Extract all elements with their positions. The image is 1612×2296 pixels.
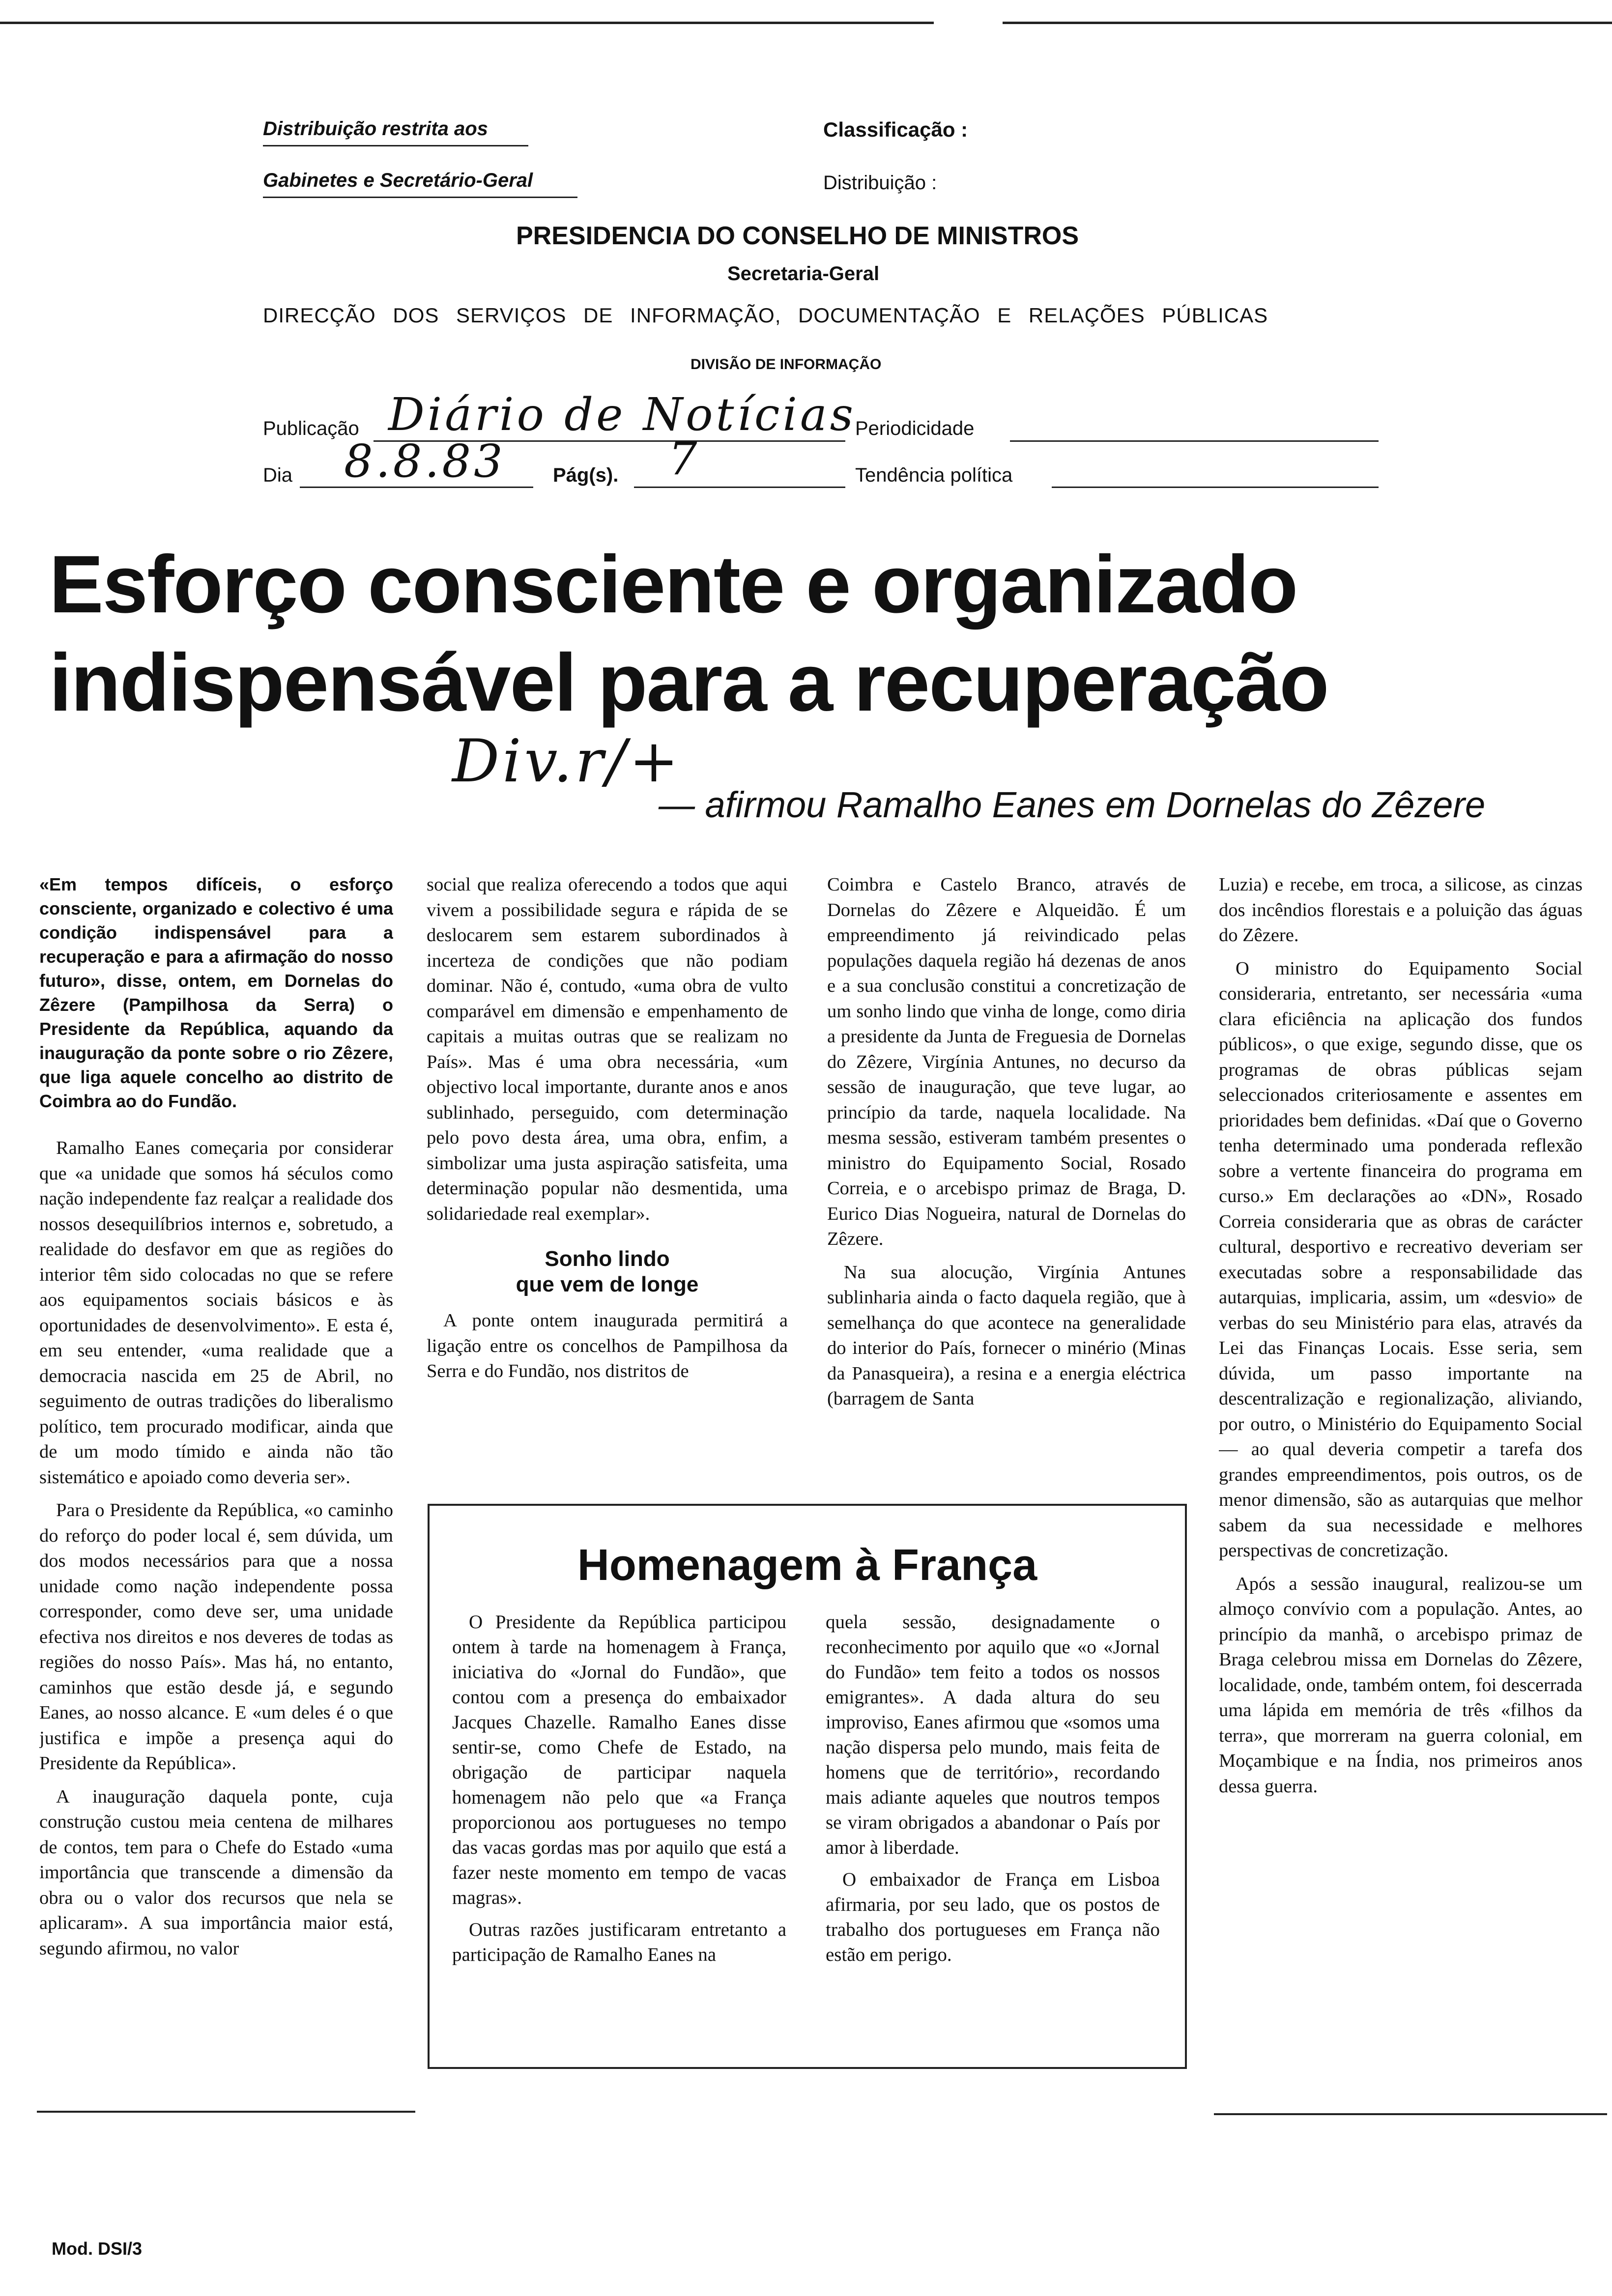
headline-line-2: indispensável para a recuperação: [49, 637, 1328, 728]
pages-handwritten: 7: [668, 432, 700, 485]
distribution-label: Distribuição :: [823, 172, 937, 194]
distribution-restricted: Distribuição restrita aos: [263, 118, 488, 140]
subheading-line-1: Sonho lindo: [545, 1247, 670, 1271]
column-1-paragraph-3: A inauguração daquela ponte, cuja construção custou meia centena de milhares de contos, tem para o Chefe do Estado «uma importância que transcende a dimensão da obra ou o valor dos recursos que nela se aplicaram». A sua importância maior está, segundo afirmou, no valor: [39, 1786, 393, 1959]
box-title: Homenagem à França: [577, 1541, 1037, 1590]
form-code: Mod. DSI/3: [52, 2239, 143, 2259]
tendency-line: [1052, 487, 1379, 488]
column-4-paragraph-3: Após a sessão inaugural, realizou-se um almoço convívio com a população. Antes, ao princípio da manhã, o arcebispo primaz de Braga celebrou missa em Dornelas do Zêzere, localidade, onde, também ontem, foi descerrada uma lápida em memória de três «filhos da terra», que morreram na guerra colonial, em Moçambique e na Índia, nos primeiros anos dessa guerra.: [1219, 1573, 1583, 1797]
column-4-paragraph-1: Luzia) e recebe, em troca, a silicose, as cinzas dos incêndios florestais e a poluição das águas do Zêzere.: [1219, 874, 1583, 946]
column-1-paragraph-2: Para o Presidente da República, «o caminho do reforço do poder local é, sem dúvida, um dos modos necessários para que a nossa unidade como nação independente possa corresponder, como deve ser, uma unidade efectiva nos direitos e nos deveres de todas as regiões do nosso País». Mas há, no entanto, caminhos que estão desde já, e segundo Eanes, ao nosso alcance. E «um deles é o que justifica e impõe a presença aqui do Presidente da República».: [39, 1500, 393, 1774]
directorate: DIRECÇÃO DOS SERVIÇOS DE INFORMAÇÃO, DOCUMENTAÇÃO E RELAÇÕES PÚBLICAS: [263, 304, 1268, 327]
classification-label: Classificação :: [823, 118, 968, 141]
column-3-paragraph-1: Coimbra e Castelo Branco, através de Dornelas do Zêzere e Alqueidão. É um empreendimento já reivindicado pelas populações daquela região há dezenas de anos e a sua conclusão constitui a concretização de um sonho lindo que vinha de longe, como diria a presidente da Junta de Freguesia de Dornelas do Zêzere, Virgínia Antunes, no decurso da sessão de inauguração, que teve lugar, ao princípio da tarde, naquela localidade. Na mesma sessão, estiveram também presentes o ministro do Equipamento Social, Rosado Correia, e o arcebispo primaz de Braga, D. Eurico Dias Nogueira, natural de Dornelas do Zêzere.: [827, 874, 1186, 1249]
column-1-paragraph-1: Ramalho Eanes começaria por considerar que «a unidade que somos há séculos como nação independente faz realçar a realidade dos nossos desequilíbrios internos e, sobretudo, a realidade do desfavor em que as regiões do interior têm sido colocadas no que se refere aos equipamentos sociais básicos e às oportunidades de desenvolvimento». E esta é, em seu entender, «uma realidade que a democracia nascida em 25 de Abril, no seguimento de outras tradições do liberalismo político, tem procurado modificar, ainda que de um modo tímido e ainda não tão sistemático e apoiado como deveria ser».: [39, 1138, 393, 1488]
periodicity-line: [1010, 440, 1379, 442]
recipients-underline: [263, 197, 577, 198]
pages-line: [634, 487, 845, 488]
subheadline: — afirmou Ramalho Eanes em Dornelas do Zêzere: [659, 784, 1486, 825]
box-column-1-paragraph-1: O Presidente da República participou ontem à tarde na homenagem à França, iniciativa do «Jornal do Fundão», que contou com a presença do embaixador Jacques Chazelle. Ramalho Eanes disse sentir-se, como Chefe de Estado, na obrigação de participar naquela homenagem não pelo que «a França proporcionou aos portugueses no tempo das vacas gordas mas por aquilo que está a fazer neste momento em tempo de vacas magras».: [452, 1611, 786, 1908]
box-column-2-paragraph-2: O embaixador de França em Lisboa afirmaria, por seu lado, que os postos de trabalho dos portugueses em França não estão em perigo.: [826, 1869, 1160, 1965]
article-column-1: [39, 872, 393, 2150]
publication-handwritten: Diário de Notícias: [388, 388, 856, 441]
top-rule: [0, 22, 934, 24]
column-2-paragraph-2: A ponte ontem inaugurada permitirá a ligação entre os concelhos de Pampilhosa da Serra e do Fundão, nos distritos de: [427, 1310, 788, 1381]
distribution-recipients: Gabinetes e Secretário-Geral: [263, 170, 533, 191]
org-title: PRESIDENCIA DO CONSELHO DE MINISTROS: [516, 222, 1079, 250]
column-4-paragraph-2: O ministro do Equipamento Social consideraria, entretanto, ser necessária «uma clara eficiência na aplicação dos fundos públicos», o que exige, segundo disse, que os programas de obras públicas sejam seleccionados criteriosamente e assentes em prioridades bem definidas. «Daí que o Governo tenha determinado uma ponderada reflexão sobre a vertente financeira do programa em curso.» Em declarações ao «DN», Rosado Correia consideraria que as obras de carácter cultural, desportivo e recreativo deveriam ser executadas sobre a responsabilidade das autarquias, implicaria, assim, um «desvio» de verbas do seu Ministério para elas, através da Lei das Finanças Locais. Esse seria, sem dúvida, um passo importante na descentralização e regionalização, aliviando, por outro, o Ministério do Equipamento Social — ao qual deveria competir a tarefa dos grandes empreendimentos, pois outros, os de menor dimensão, são as autarquias que melhor sabem da sua necessidade e melhores perspectivas de concretização.: [1219, 958, 1583, 1561]
tendency-label: Tendência política: [855, 464, 1013, 486]
article-column-3: [827, 872, 1186, 1452]
box-column-1: [452, 1609, 786, 2062]
handwritten-division-note: Div.r/+: [452, 727, 682, 796]
subheading-line-2: que vem de longe: [516, 1272, 699, 1296]
box-column-1-paragraph-2: Outras razões justificaram entretanto a participação de Ramalho Eanes na: [452, 1919, 786, 1965]
box-column-2: [826, 1609, 1160, 2062]
day-handwritten: 8.8.83: [344, 435, 506, 488]
pages-label: Pág(s).: [553, 464, 619, 486]
day-label: Dia: [263, 464, 293, 486]
subheading: [427, 1246, 788, 1297]
article-column-2: [427, 872, 788, 1452]
box-column-2-paragraph-1: quela sessão, designadamente o reconhecimento por aquilo que «o «Jornal do Fundão» tem feito a todos os nossos emigrantes». A dada altura do seu improviso, Eanes afirmou que «somos uma nação dispersa pelo mundo, mais feita de homens que de território», recordando mais adiante aqueles que noutros tempos se viram obrigados a abandonar o País por amor à liberdade.: [826, 1611, 1160, 1858]
column-3-paragraph-2: Na sua alocução, Virgínia Antunes sublinharia ainda o facto daquela região, que à semelhança do que acontece na generalidade do interior do País, fornecer o minério (Minas da Panasqueira), a resina e a energia eléctrica (barragem de Santa: [827, 1262, 1186, 1409]
division: DIVISÃO DE INFORMAÇÃO: [691, 356, 882, 373]
article-column-4: [1219, 872, 1583, 2081]
bottom-rule-right: [1214, 2113, 1607, 2115]
distribution-underline: [263, 145, 528, 146]
org-subtitle: Secretaria-Geral: [727, 263, 880, 285]
column-2-paragraph-1: social que realiza oferecendo a todos que aqui vivem a possibilidade segura e rápida de se deslocarem sem estarem subordinados à incerteza de condições que não podiam dominar. Não é, contudo, «uma obra de vulto comparável em dimensão e empenhamento de capitais a muitas outras que se realizam no País». Mas é uma obra necessária, «um objectivo local importante, durante anos e anos sublinhado, perseguido, com determinação pelo povo desta área, uma obra, enfim, a simbolizar uma justa aspiração satisfeita, uma determinação popular não desmentida, uma solidariedade real exemplar».: [427, 874, 788, 1224]
bottom-rule-left: [37, 2111, 415, 2113]
top-rule-right: [1003, 22, 1612, 24]
periodicity-label: Periodicidade: [855, 418, 975, 439]
headline-line-1: Esforço consciente e organizado: [49, 539, 1297, 630]
article-lead: «Em tempos difíceis, o esforço consciente, organizado e colectivo é uma condição indispensável para a recuperação e para a afirmação do nosso futuro», disse, ontem, em Dornelas do Zêzere (Pampilhosa da Serra) o Presidente da República, aquando da inauguração da ponte sobre o rio Zêzere, que liga aquele concelho ao distrito de Coimbra ao do Fundão.: [39, 874, 393, 1111]
publication-label: Publicação: [263, 418, 359, 439]
